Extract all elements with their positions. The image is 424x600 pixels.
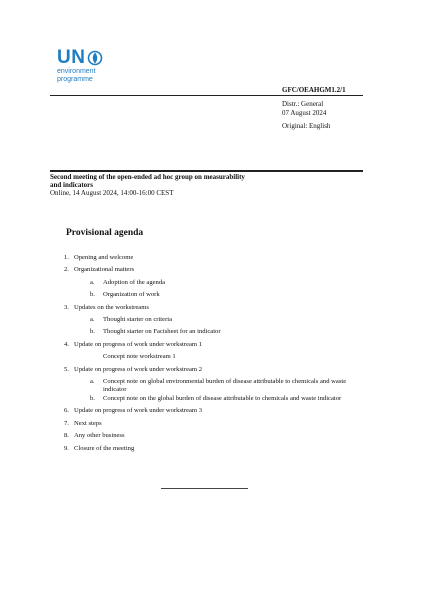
item-number: 4.	[64, 341, 69, 348]
subitem-text: Concept note on the global burden of disease attributable to chemicals and waste indicator	[103, 395, 342, 402]
subitem-text: Adoption of the agenda	[103, 279, 166, 286]
subitem-letter: a.	[90, 316, 95, 323]
subitem-letter: b.	[90, 328, 95, 335]
item-text: Closure of the meeting	[74, 445, 135, 452]
item-number: 7.	[64, 420, 69, 427]
subitem-text: Thought starter on Factsheet for an indicator	[103, 328, 221, 335]
item-text: Opening and welcome	[74, 254, 134, 261]
item-text: Organizational matters	[74, 266, 135, 273]
agenda-heading: Provisional agenda	[66, 228, 144, 238]
subitem-text-continuation: indicator	[103, 386, 127, 393]
logo-line-programme: programme	[57, 76, 93, 83]
meeting-title-line2: and indicators	[50, 181, 93, 189]
item-number: 6.	[64, 407, 69, 414]
note-text: Concept note workstream 1	[103, 353, 176, 360]
document-date: 07 August 2024	[282, 109, 327, 117]
item-text: Update on progress of work under workstream 2	[74, 366, 202, 373]
item-number: 1.	[64, 254, 69, 261]
item-number: 9.	[64, 445, 69, 452]
subitem-letter: b.	[90, 291, 95, 298]
meeting-details: Online, 14 August 2024, 14:00-16:00 CEST	[50, 189, 174, 197]
logo-un-text: UN	[57, 47, 86, 68]
item-number: 2.	[64, 266, 69, 273]
original-language: Original: English	[282, 122, 331, 130]
logo-line-environment: environment	[57, 68, 96, 75]
item-text: Next steps	[74, 420, 102, 427]
subitem-letter: b.	[90, 395, 95, 402]
item-text: Update on progress of work under workstream 3	[74, 407, 202, 414]
distribution-text: Distr.: General	[282, 100, 324, 108]
item-number: 3.	[64, 304, 69, 311]
subitem-text: Thought starter on criteria	[103, 316, 173, 323]
document-symbol: GFC/OEAHGM1.2/1	[282, 86, 346, 94]
meeting-title-line1: Second meeting of the open-ended ad hoc group on measurability	[50, 173, 245, 181]
item-text: Update on progress of work under workstream 1	[74, 341, 202, 348]
item-text: Any other business	[74, 432, 125, 439]
item-text: Updates on the workstreams	[74, 304, 149, 311]
end-of-document-rule	[161, 488, 248, 489]
subitem-letter: a.	[90, 378, 95, 385]
item-number: 5.	[64, 366, 69, 373]
subitem-text: Organization of work	[103, 291, 160, 298]
item-number: 8.	[64, 432, 69, 439]
subitem-text: Concept note on global environmental burden of disease attributable to chemicals and waste	[103, 378, 347, 385]
subitem-letter: a.	[90, 279, 95, 286]
